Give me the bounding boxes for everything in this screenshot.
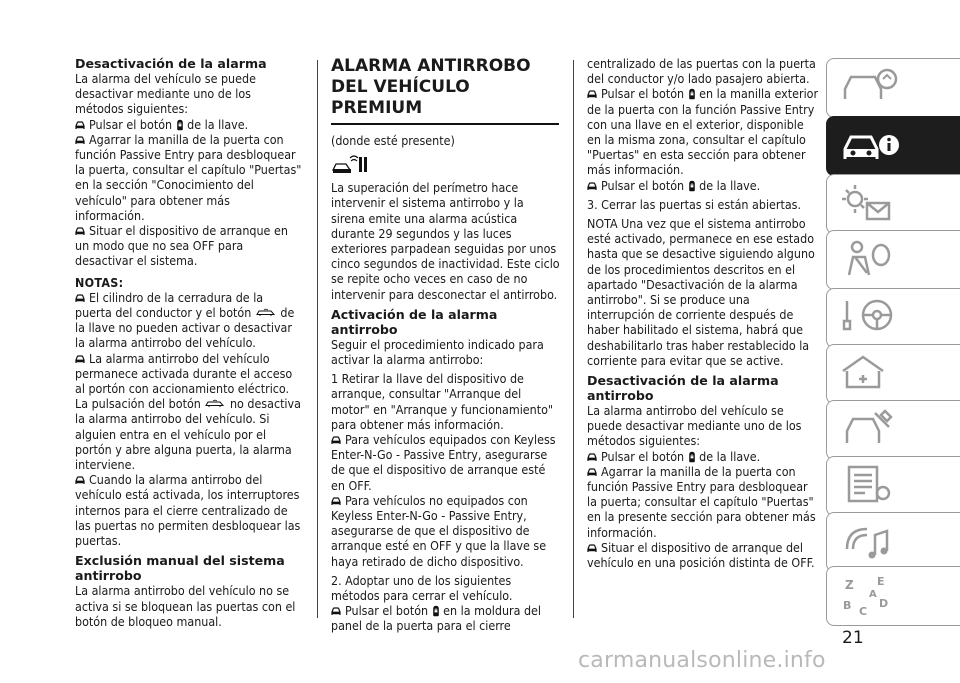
- bullet-item: Pulsar el botón en la manilla exterior de la puerta con la función Passive Entry con una llave en el exterior, disponible en la misma zona, consultar el capítulo "Puertas" en esta sección para obtener más información.: [587, 86, 819, 178]
- continued-paragraph: centralizado de las puertas con la puerta del conductor y/o lado pasajero abierta.: [587, 56, 816, 87]
- tab-airbag-safety[interactable]: [826, 230, 960, 290]
- car-bullet-icon: [75, 294, 85, 303]
- heading-activacion: Activación de la alarma antirrobo: [331, 306, 498, 337]
- tab-alphabetical-index[interactable]: [826, 566, 960, 626]
- airbag-safety-icon: [839, 237, 899, 283]
- multimedia-icon: [839, 519, 899, 565]
- car-bullet-icon: [587, 468, 597, 477]
- warning-lights-icon: [839, 181, 899, 227]
- step-3: 3. Cerrar las puertas si están abiertas.: [587, 196, 802, 212]
- svg-text:C: C: [859, 605, 868, 618]
- car-info-icon: [839, 123, 899, 169]
- specs-list-icon: [839, 463, 899, 509]
- car-bullet-icon: [75, 355, 85, 364]
- unlock-key-fob-icon: [688, 451, 696, 463]
- steering-wheel-icon: [839, 295, 899, 341]
- tab-warning-lights[interactable]: [826, 174, 960, 234]
- procedure-intro: Seguir el procedimiento indicado para activar la alarma antirrobo:: [331, 336, 544, 368]
- car-bullet-icon: [587, 90, 597, 99]
- bullet-item: Pulsar el botón en la moldura del panel de la puerta para el cierre: [331, 603, 542, 634]
- svg-text:B: B: [843, 599, 852, 612]
- svg-text:Z: Z: [845, 578, 854, 592]
- liftgate-key-icon: [255, 308, 277, 317]
- car-bullet-icon: [587, 453, 597, 462]
- nota-paragraph: NOTA Una vez que el sistema antirrobo esté activado, permanece en ese estado hasta que se desactive siguiendo alguno de los procedimientos descritos en el apartado "Desactivación de la alarma antirrobo". Si se produce una interrupción de corriente después de haber habilitado el sistema, habrá que deshabilitarlo tras haber restablecido la corriente para evitar que se active.: [587, 216, 815, 368]
- watermark: carmanualsonline.info: [578, 648, 826, 673]
- column-divider: [317, 60, 318, 618]
- heading-desactivacion-2: Desactivación de la alarma antirrobo: [587, 373, 779, 404]
- tab-emergency[interactable]: [826, 344, 960, 404]
- tab-car-info[interactable]: [826, 116, 960, 176]
- car-dashboard-icon: [839, 65, 899, 111]
- lock-key-fob-icon: [176, 119, 184, 131]
- deactivation-paragraph: La alarma antirrobo del vehículo se puede desactivar mediante uno de los métodos siguientes:: [587, 403, 802, 449]
- alphabetical-index-icon: [839, 573, 899, 619]
- bullet-item: Situar el dispositivo de arranque en un modo que no sea OFF para desactivar el sistema.: [75, 223, 288, 269]
- liftgate-key-icon: [204, 399, 226, 408]
- car-bullet-icon: [331, 497, 341, 506]
- tab-car-dashboard[interactable]: [826, 58, 960, 118]
- heading-exclusion: Exclusión manual del sistema antirrobo: [75, 553, 285, 584]
- availability-note: (donde esté presente): [331, 133, 455, 148]
- svg-text:D: D: [879, 597, 889, 610]
- car-bullet-icon: [587, 182, 597, 191]
- section-title: ALARMA ANTIRROBO DEL VEHÍCULO PREMIUM: [331, 56, 531, 118]
- lock-key-fob-icon: [688, 180, 696, 192]
- step-1: 1 Retirar la llave del dispositivo de arranque, consultar "Arranque del motor" en "Arranque y funcionamiento" para obtener más información.: [331, 371, 554, 432]
- note-item: La alarma antirrobo del vehículo permanece activada durante el acceso al portón con accionamiento eléctrico. La pulsación del botón no desactiva la alarma antirrobo del vehículo. Si alguien entra en el vehículo por el portón y abre alguna puerta, la alarma interviene.: [75, 350, 301, 473]
- car-bullet-icon: [75, 121, 85, 130]
- bullet-item: Agarrar la manilla de la puerta con función Passive Entry para desbloquear la puerta; consultar el capítulo "Puertas" en la presente sección para obtener más información.: [587, 463, 816, 540]
- tab-steering-wheel[interactable]: [826, 288, 960, 348]
- svg-text:A: A: [869, 589, 877, 600]
- bullet-item: Pulsar el botón de la llave.: [587, 178, 819, 193]
- car-bullet-icon: [75, 476, 85, 485]
- car-bullet-icon: [75, 227, 85, 236]
- bullet-item: Para vehículos no equipados con Keyless Enter-N-Go - Passive Entry, asegurarse de que el dispositivo de arranque esté en OFF y que la llave se haya retirado de dicho dispositivo.: [331, 492, 547, 569]
- tab-multimedia[interactable]: [826, 512, 960, 572]
- title-underline: [331, 123, 559, 125]
- bullet-item: Agarrar la manilla de la puerta con función Passive Entry para desbloquear la puerta, consultar el capítulo "Puertas" en la sección "Conocimiento del vehículo" para obtener más información.: [75, 131, 302, 223]
- tab-specs-list[interactable]: [826, 456, 960, 516]
- bullet-item: Pulsar el botón de la llave.: [587, 449, 819, 464]
- note-item: El cilindro de la cerradura de la puerta del conductor y el botón de la llave no pueden activar o desactivar la alarma antirrobo del vehículo.: [75, 289, 295, 351]
- lock-button-icon: [432, 605, 440, 617]
- bullet-item: Situar el dispositivo de arranque del vehículo en una posición distinta de OFF.: [587, 539, 815, 571]
- bullet-item: Para vehículos equipados con Keyless Enter-N-Go - Passive Entry, asegurarse de que el dispositivo de arranque esté en OFF.: [331, 432, 556, 493]
- notes-label: NOTAS:: [75, 274, 124, 290]
- step-2: 2. Adoptar uno de los siguientes métodos para cerrar el vehículo.: [331, 572, 513, 604]
- svg-text:E: E: [877, 575, 885, 588]
- left-column: [75, 56, 303, 629]
- exclusion-paragraph: La alarma antirrobo del vehículo no se activa si se bloquean las puertas con el botón de bloqueo manual.: [75, 583, 296, 629]
- right-column: [587, 56, 819, 570]
- intro-paragraph: La alarma del vehículo se puede desactivar mediante uno de los métodos siguientes:: [75, 71, 256, 117]
- column-divider: [573, 60, 574, 618]
- premium-alarm-badge: [331, 154, 561, 176]
- car-bullet-icon: [587, 544, 597, 553]
- car-bullet-icon: [331, 436, 341, 445]
- page-number: 21: [842, 628, 864, 648]
- heading-desactivacion: Desactivación de la alarma: [75, 56, 267, 71]
- emergency-icon: [839, 351, 899, 397]
- middle-column: [331, 56, 561, 634]
- car-bullet-icon: [75, 136, 85, 145]
- tab-maintenance[interactable]: [826, 400, 960, 460]
- perimeter-paragraph: La superación del perímetro hace intervenir el sistema antirrobo y la sirena emite una alarma acústica durante 29 segundos y las luces exteriores parpadean seguidas por unos cinco segundos de inactividad. Este ciclo se repite ocho veces en caso de no intervenir para desconectar el antirrobo.: [331, 180, 560, 302]
- maintenance-icon: [839, 407, 899, 453]
- note-item: Cuando la alarma antirrobo del vehículo está activada, los interruptores internos para el cierre centralizado de las puertas no permiten desbloquear las puertas.: [75, 472, 301, 549]
- lock-button-icon: [688, 88, 696, 100]
- premium-alarm-icon: [331, 154, 371, 176]
- bullet-item: Pulsar el botón de la llave.: [75, 117, 303, 132]
- car-bullet-icon: [331, 607, 341, 616]
